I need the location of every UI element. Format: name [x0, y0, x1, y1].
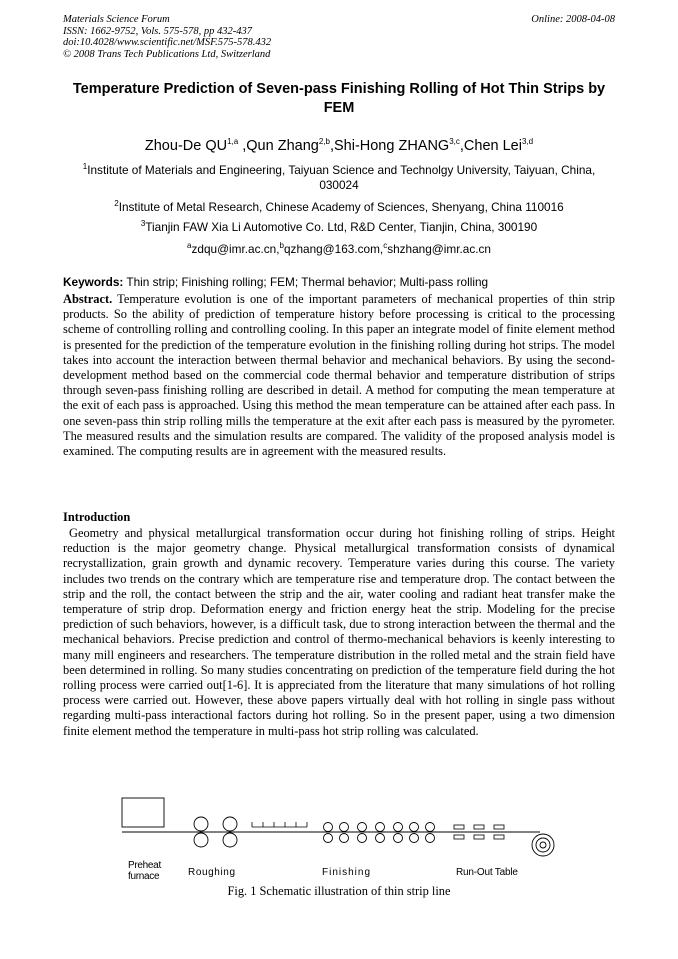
keywords	[63, 275, 615, 289]
affiliation-sup: 2	[114, 199, 119, 209]
email-sup: c	[383, 241, 388, 251]
doi-line: doi:10.4028/www.scientific.net/MSF.575-578.432	[63, 37, 272, 48]
finishing-roll	[340, 823, 349, 832]
email-link[interactable]: shzhang@imr.ac.cn	[387, 242, 491, 256]
finishing-roll	[324, 834, 333, 843]
author-sup: 3,c	[449, 137, 460, 147]
journal-header	[63, 14, 615, 60]
finishing-label: Finishing	[322, 867, 372, 878]
introduction-heading: Introduction	[63, 510, 131, 524]
finishing-roll	[426, 834, 435, 843]
finishing-roll	[358, 823, 367, 832]
affiliation-3	[80, 220, 598, 235]
author-list	[63, 138, 615, 154]
author-name: ,Qun Zhang	[238, 138, 319, 154]
roughing-roll	[223, 833, 237, 847]
affiliation-text: Tianjin FAW Xia Li Automotive Co. Ltd, R&D Center, Tianjin, China, 300190	[145, 220, 538, 234]
author-name: ,Chen Lei	[459, 138, 522, 154]
author-name: ,Shi-Hong ZHANG	[329, 138, 450, 154]
coiler-middle	[536, 838, 550, 852]
strip-line-diagram	[115, 795, 565, 895]
author-name: Zhou-De QU	[144, 138, 228, 154]
online-date: Online: 2008-04-08	[531, 14, 615, 25]
finishing-roll	[410, 834, 419, 843]
abstract	[63, 292, 615, 459]
roller-table-ticks	[252, 822, 307, 827]
spray-header	[454, 835, 464, 839]
abstract-label: Abstract.	[63, 292, 113, 306]
coiler-outer	[532, 834, 554, 856]
spray-header	[474, 835, 484, 839]
roughing-roll	[194, 817, 208, 831]
coiler	[532, 834, 554, 856]
introduction-text: Geometry and physical metallurgical transformation occur during hot finishing rolling of strips. Height reduction is the major geometry change. Physical metallurgical transformation consists of dynamical recrystallization, grain growth and dynamic recovery. Temperature varies during this course. The variety includes two trends on the contrary which are temperature rise and temperature drop. The contact between the strip and the roll, the contact between the strip and the air, water cooling and radiant heat transfer make the temperature of strip drop. Deformation energy and friction energy heat the strip. Modeling for the precise prediction of such behaviors, however, is a difficult task, due to strong interaction between the thermal and the mechanical behaviors. Precise prediction and control of thermo-mechanical behaviors is keenly interesting to many mill engineers and researchers. The temperature distribution in the rolled metal and the strain field have been determined in rolling. So many studies concentrating on prediction of the temperature field during the hot rolling process were carried out[1-6]. It is appreciated from the literature that many simulations of hot rolling process were carried out. However, these above papers virtually deal with hot rolling in single pass without regarding multi-pass interactional factors during hot rolling. So in the present paper, using a two dimension finite element method the temperature in multi-pass hot strip rolling was calculated.	[63, 526, 615, 738]
affiliation-sup: 3	[140, 219, 146, 229]
spray-header	[494, 825, 504, 829]
coiler-inner	[540, 842, 546, 848]
roughing-roll	[194, 833, 208, 847]
strip-line-figure	[115, 795, 565, 895]
affiliation-sup: 1	[82, 162, 88, 172]
copyright-line: © 2008 Trans Tech Publications Ltd, Switzerland	[63, 48, 271, 60]
preheat-label: Preheat	[128, 860, 161, 871]
figure-caption: Fig. 1 Schematic illustration of thin strip line	[227, 884, 451, 898]
finishing-roll	[376, 823, 385, 832]
paper-title: Temperature Prediction of Seven-pass Finishing Rolling of Hot Thin Strips by FEM	[72, 81, 606, 116]
finishing-roll	[358, 834, 367, 843]
journal-name: Materials Science Forum	[63, 14, 170, 25]
roughing-label: Roughing	[188, 867, 236, 878]
abstract-text: Temperature evolution is one of the important parameters of mechanical properties of thin strip products. So the ability of prediction of temperature history before processing is critical to the processing scheme of controlling rolling and controlling cooling. In this paper an integrate model of finite element method is presented for the prediction of the temperature evolution in the finishing rolling during hot strips. The model takes into account the interaction between thermal behavior and mechanical behaviors. By using the second-development method based on the commercial code thermal behavior and temperature distribution of strips through seven-pass finishing rolling are described in detail. A method for computing the mean temperature at the exit of each pass is approached. Using this method the mean temperature can be attained after each pass. In one seven-pass thin strip rolling mills the temperature at the exit after each pass is measured by the pyrometer. The measured results and the simulation results are compared. The validity of the proposed analysis model is examined. The computing results are in agreement with the measured results.	[63, 292, 615, 459]
keywords-text: Thin strip; Finishing rolling; FEM; Thermal behavior; Multi-pass rolling	[126, 275, 489, 289]
keywords-label: Keywords:	[63, 275, 124, 289]
spray-header	[494, 835, 504, 839]
email-link[interactable]: zdqu@imr.ac.cn,	[191, 242, 280, 256]
spray-header	[454, 825, 464, 829]
email-sup: a	[187, 241, 192, 251]
author-sup: 3,d	[521, 137, 534, 147]
issn-line: ISSN: 1662-9752, Vols. 575-578, pp 432-437	[63, 25, 252, 37]
affiliation-text: Institute of Materials and Engineering, Taiyuan Science and Technolgy University, Taiyuan, China, 030024	[87, 163, 596, 192]
finishing-roll	[324, 823, 333, 832]
affiliation-text: Institute of Metal Research, Chinese Academy of Sciences, Shenyang, China 110016	[118, 200, 564, 214]
furnace-label: furnace	[128, 871, 160, 882]
finishing-roll	[426, 823, 435, 832]
email-sup: b	[279, 241, 284, 251]
preheat-furnace-box	[122, 798, 164, 827]
affiliation-2	[80, 200, 598, 215]
email-list	[80, 242, 598, 257]
finishing-roll	[376, 834, 385, 843]
run-out-label: Run-Out Table	[456, 867, 518, 878]
finishing-roll	[340, 834, 349, 843]
author-sup: 1,a	[227, 137, 239, 147]
affiliation-1	[80, 163, 598, 193]
finishing-roll	[394, 834, 403, 843]
author-sup: 2,b	[318, 137, 330, 147]
spray-header	[474, 825, 484, 829]
finishing-rolls	[324, 823, 435, 843]
finishing-roll	[394, 823, 403, 832]
roughing-roll	[223, 817, 237, 831]
finishing-roll	[410, 823, 419, 832]
email-link[interactable]: qzhang@163.com,	[283, 242, 384, 256]
